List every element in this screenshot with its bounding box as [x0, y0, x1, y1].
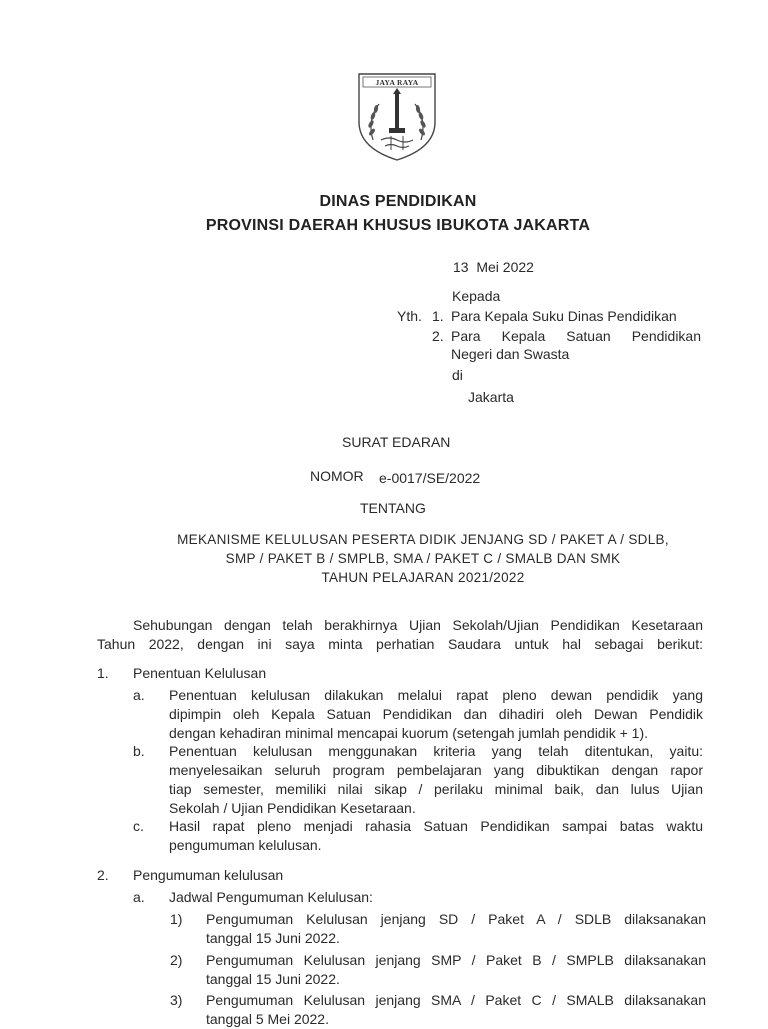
doc-type: SURAT EDARAN — [342, 434, 451, 450]
item-c-line-1: Hasil rapat pleno menjadi rahasia Satuan Pendidikan sampai batas waktu — [169, 818, 703, 834]
recipient-item-2-line-1: Para Kepala Satuan Pendidikan — [451, 328, 701, 344]
section-2-sub-title: Jadwal Pengumuman Kelulusan: — [169, 889, 373, 905]
schedule-3-line-1: Pengumuman Kelulusan jenjang SMA / Paket C / SMALB dilaksanakan — [206, 992, 706, 1008]
item-a-line-2: dipimpin oleh Kepala Satuan Pendidikan dan dihadiri oleh Dewan Pendidik — [169, 706, 703, 722]
schedule-item-1 — [206, 910, 706, 948]
item-b-line-4: Sekolah / Ujian Pendidikan Kesetaraan. — [169, 800, 416, 816]
schedule-item-3 — [206, 991, 706, 1029]
agency-name: DINAS PENDIDIKAN — [319, 193, 477, 210]
intro-line-2: Tahun 2022, dengan ini saya minta perhatian Saudara untuk hal sebagai berikut: — [97, 636, 703, 652]
recipient-item-1: Para Kepala Suku Dinas Pendidikan — [451, 308, 677, 324]
section-1-num: 1. — [97, 665, 109, 681]
letter-date — [453, 258, 534, 277]
nomor-value: e-0017/SE/2022 — [379, 470, 481, 486]
section-1-item-a-letter: a. — [133, 687, 145, 703]
emblem-motto: JAYA RAYA — [375, 78, 419, 87]
section-1-title: Penentuan Kelulusan — [133, 665, 267, 681]
date-month-year: Mei 2022 — [476, 259, 534, 275]
di-label: di — [452, 367, 463, 383]
item-b-line-3: tiap semester, memiliki nilai sikap / perilaku minimal baik, dan lulus Ujian — [169, 781, 703, 797]
emblem-shield-icon — [355, 70, 439, 162]
subject-line-2: SMP / PAKET B / SMPLB, SMA / PAKET C / SMALB DAN SMK — [225, 551, 621, 566]
tentang-label: TENTANG — [360, 500, 426, 516]
jakarta-emblem — [355, 70, 439, 162]
recipient-city: Jakarta — [468, 389, 514, 405]
item-b-line-2: menyelesaikan seluruh program pembelajaran yang dibuktikan dengan rapor — [169, 762, 703, 778]
section-1-item-c — [169, 817, 703, 855]
schedule-item-2 — [206, 951, 706, 989]
yth-label: Yth. — [397, 308, 422, 324]
section-1-item-a — [169, 686, 703, 743]
section-2-num: 2. — [97, 867, 109, 883]
section-1-item-b — [169, 742, 703, 818]
recipient-item-2-line-2: Negeri dan Swasta — [451, 346, 570, 362]
subject-line-3: TAHUN PELAJARAN 2021/2022 — [321, 570, 525, 585]
schedule-3-line-2: tanggal 5 Mei 2022. — [206, 1011, 329, 1027]
subject-line-1: MEKANISME KELULUSAN PESERTA DIDIK JENJANG SD / PAKET A / SDLB, — [177, 532, 669, 547]
schedule-3-num: 3) — [170, 992, 183, 1008]
schedule-2-line-2: tanggal 15 Juni 2022. — [206, 971, 340, 987]
schedule-1-line-2: tanggal 15 Juni 2022. — [206, 930, 340, 946]
item-c-line-2: pengumuman kelulusan. — [169, 837, 322, 853]
section-1-item-c-letter: c. — [133, 818, 144, 834]
recipient-item-2-num: 2. — [432, 328, 444, 344]
section-2-sub-letter: a. — [133, 889, 145, 905]
schedule-2-line-1: Pengumuman Kelulusan jenjang SMP / Paket B / SMPLB dilaksanakan — [206, 952, 706, 968]
date-day: 13 — [453, 259, 469, 275]
nomor-label: NOMOR — [310, 468, 364, 484]
item-a-line-3: dengan kehadiran minimal mencapai kuorum (setengah jumlah pendidik + 1). — [169, 725, 649, 741]
item-b-line-1: Penentuan kelulusan menggunakan kriteria yang telah ditentukan, yaitu: — [169, 743, 703, 759]
agency-province: PROVINSI DAERAH KHUSUS IBUKOTA JAKARTA — [205, 217, 591, 234]
section-2-title: Pengumuman kelulusan — [133, 867, 284, 883]
kepada-label: Kepada — [452, 288, 501, 304]
schedule-1-num: 1) — [170, 911, 183, 927]
subject-title — [0, 530, 768, 587]
schedule-2-num: 2) — [170, 952, 183, 968]
intro-line-1: Sehubungan dengan telah berakhirnya Ujian Sekolah/Ujian Pendidikan Kesetaraan — [133, 617, 703, 633]
schedule-1-line-1: Pengumuman Kelulusan jenjang SD / Paket A / SDLB dilaksanakan — [206, 911, 706, 927]
item-a-line-1: Penentuan kelulusan dilakukan melalui rapat pleno dewan pendidik yang — [169, 687, 703, 703]
recipient-item-1-num: 1. — [432, 308, 444, 324]
section-1-item-b-letter: b. — [133, 743, 145, 759]
